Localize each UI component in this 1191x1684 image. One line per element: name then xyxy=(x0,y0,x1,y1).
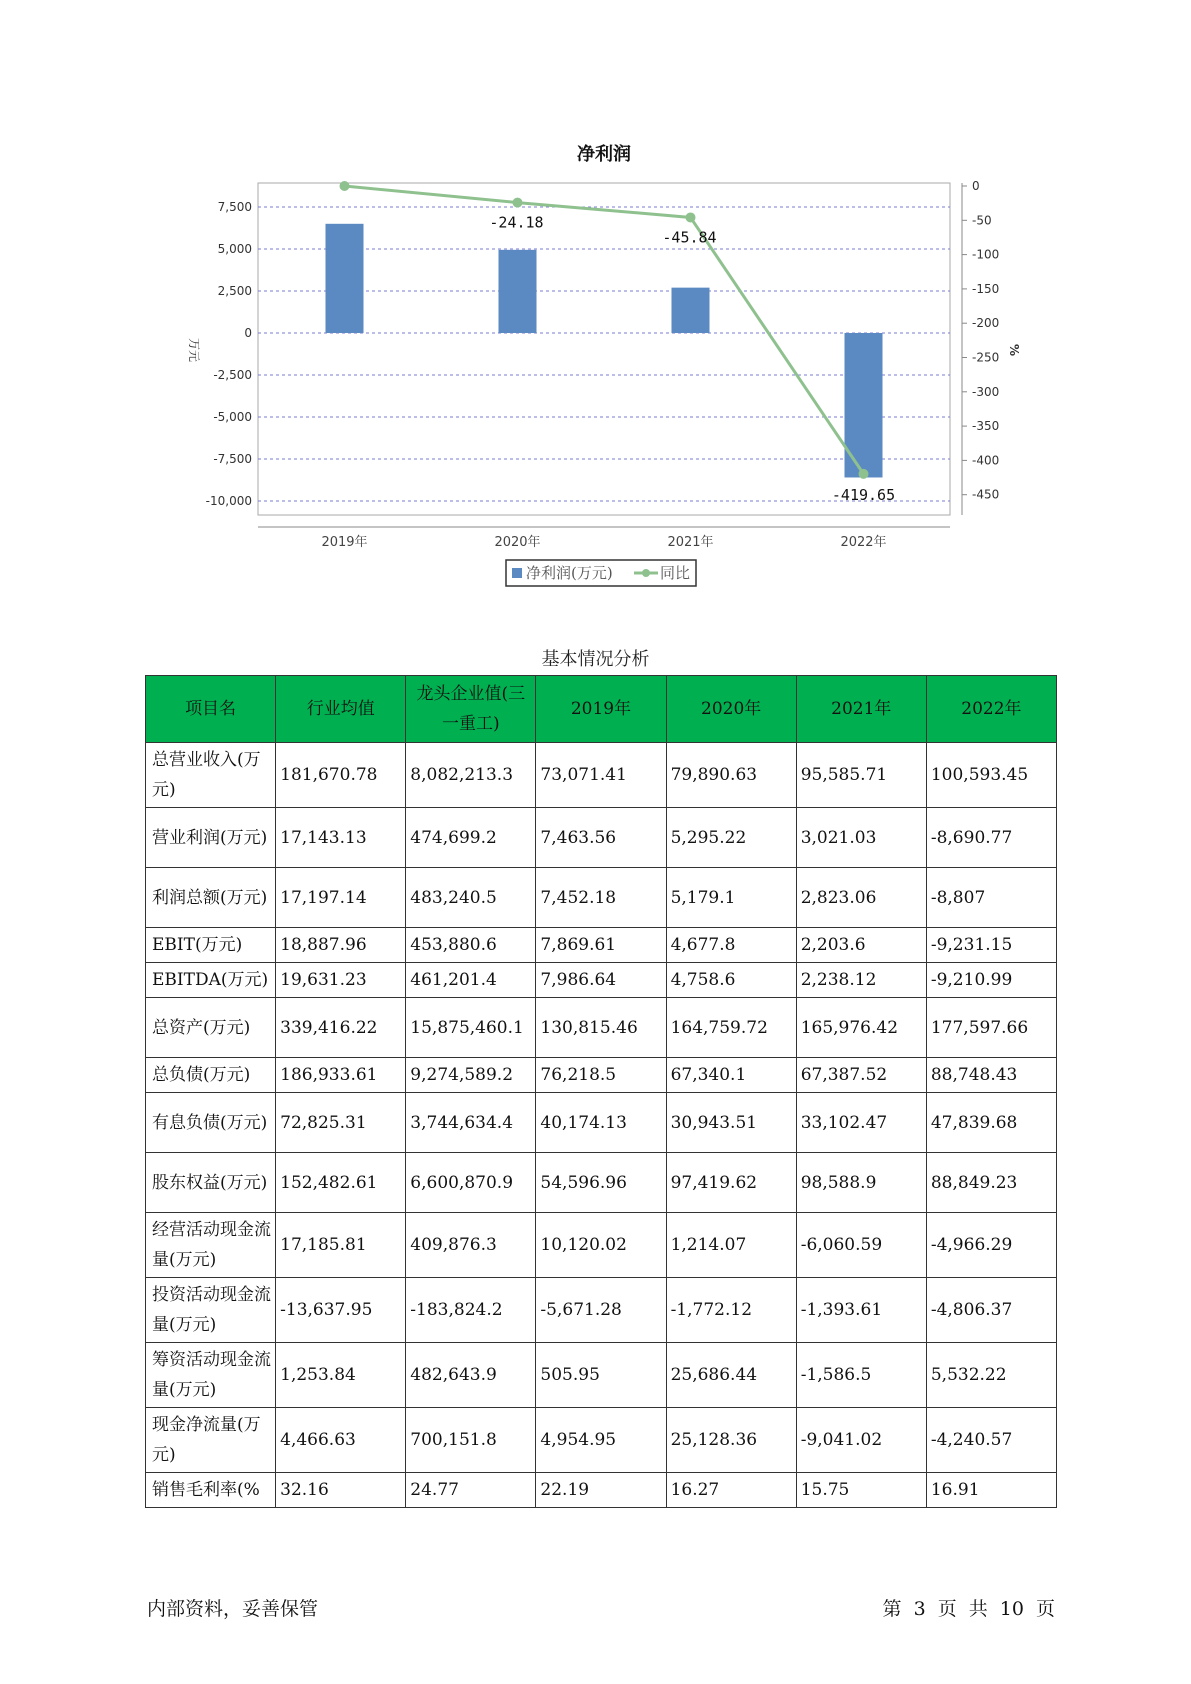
table-row xyxy=(146,928,1057,963)
row-label: EBIT(万元) xyxy=(146,928,276,963)
table-cell: 17,143.13 xyxy=(276,808,406,868)
table-row xyxy=(146,1408,1057,1473)
table-cell: 483,240.5 xyxy=(406,868,536,928)
yoy-point xyxy=(859,469,869,479)
table-cell: 98,588.9 xyxy=(796,1153,926,1213)
y-tick-label: 7,500 xyxy=(217,200,252,214)
table-cell: 2,203.6 xyxy=(796,928,926,963)
x-tick-label: 2022年 xyxy=(840,535,887,550)
yoy-point xyxy=(340,181,350,191)
y2-tick-label: -100 xyxy=(972,247,1000,262)
data-label: -24.18 xyxy=(489,213,544,232)
table-row xyxy=(146,868,1057,928)
table-row xyxy=(146,1278,1057,1343)
legend-bar-label: 净利润(万元) xyxy=(526,564,613,582)
table-cell: -9,210.99 xyxy=(926,963,1056,998)
table-cell: 88,849.23 xyxy=(926,1153,1056,1213)
table-cell: 453,880.6 xyxy=(406,928,536,963)
legend-line-marker xyxy=(642,569,650,577)
table-cell: 67,387.52 xyxy=(796,1058,926,1093)
bar xyxy=(672,288,710,333)
table-row xyxy=(146,1213,1057,1278)
table-cell: 100,593.45 xyxy=(926,743,1056,808)
table-cell: 3,744,634.4 xyxy=(406,1093,536,1153)
table-cell: 30,943.51 xyxy=(666,1093,796,1153)
table-cell: 2,823.06 xyxy=(796,868,926,928)
table-cell: 97,419.62 xyxy=(666,1153,796,1213)
table-row xyxy=(146,743,1057,808)
y2-tick-label: -200 xyxy=(972,316,1000,331)
table-cell: 1,253.84 xyxy=(276,1343,406,1408)
header-leader-value: 龙头企业值(三一重工) xyxy=(406,676,536,743)
table-row xyxy=(146,1058,1057,1093)
bar xyxy=(326,224,364,333)
y-tick-label: 2,500 xyxy=(217,284,252,298)
data-label: -419.65 xyxy=(831,485,896,504)
x-tick-label: 2021年 xyxy=(667,535,714,550)
table-cell: 54,596.96 xyxy=(536,1153,666,1213)
row-label: 销售毛利率(% xyxy=(146,1473,276,1508)
table-cell: 165,976.42 xyxy=(796,998,926,1058)
table-row xyxy=(146,1153,1057,1213)
table-cell: -1,772.12 xyxy=(666,1278,796,1343)
legend-bar-swatch xyxy=(512,568,522,578)
table-cell: 73,071.41 xyxy=(536,743,666,808)
y2-tick-label: -350 xyxy=(972,419,1000,434)
y-tick-label: -10,000 xyxy=(205,494,252,508)
yoy-point xyxy=(686,212,696,222)
y2-axis-label: % xyxy=(1007,343,1021,357)
table-cell: 95,585.71 xyxy=(796,743,926,808)
chart-title: 净利润 xyxy=(577,144,631,165)
row-label: 现金净流量(万元) xyxy=(146,1408,276,1473)
y2-tick-label: -150 xyxy=(972,281,1000,296)
row-label: 筹资活动现金流量(万元) xyxy=(146,1343,276,1408)
table-cell: 7,463.56 xyxy=(536,808,666,868)
table-title: 基本情况分析 xyxy=(541,649,650,670)
table-cell: 461,201.4 xyxy=(406,963,536,998)
table-cell: 16.27 xyxy=(666,1473,796,1508)
table-row xyxy=(146,808,1057,868)
basic-analysis-table xyxy=(145,675,1057,1508)
row-label: 利润总额(万元) xyxy=(146,868,276,928)
net-profit-chart xyxy=(0,0,1191,600)
table-cell: 4,758.6 xyxy=(666,963,796,998)
table-cell: 9,274,589.2 xyxy=(406,1058,536,1093)
table-cell: 25,128.36 xyxy=(666,1408,796,1473)
x-tick-label: 2019年 xyxy=(321,535,368,550)
table-cell: 177,597.66 xyxy=(926,998,1056,1058)
table-cell: -9,041.02 xyxy=(796,1408,926,1473)
table-row xyxy=(146,1343,1057,1408)
table-cell: 339,416.22 xyxy=(276,998,406,1058)
y2-tick-label: -400 xyxy=(972,453,1000,468)
y2-tick-label: -300 xyxy=(972,384,1000,399)
table-cell: 88,748.43 xyxy=(926,1058,1056,1093)
data-label: -45.84 xyxy=(662,228,717,247)
table-cell: -1,586.5 xyxy=(796,1343,926,1408)
table-cell: 19,631.23 xyxy=(276,963,406,998)
y-axis-label: 万元 xyxy=(187,337,201,363)
table-cell: -4,966.29 xyxy=(926,1213,1056,1278)
y2-tick-label: -50 xyxy=(972,213,992,228)
y2-tick-label: -250 xyxy=(972,350,1000,365)
row-label: 总营业收入(万元) xyxy=(146,743,276,808)
y-tick-label: -7,500 xyxy=(213,452,252,466)
table-cell: 7,869.61 xyxy=(536,928,666,963)
table-cell: -4,240.57 xyxy=(926,1408,1056,1473)
table-cell: 32.16 xyxy=(276,1473,406,1508)
table-cell: 8,082,213.3 xyxy=(406,743,536,808)
table-cell: -183,824.2 xyxy=(406,1278,536,1343)
row-label: 股东权益(万元) xyxy=(146,1153,276,1213)
table-cell: 16.91 xyxy=(926,1473,1056,1508)
table-cell: 4,954.95 xyxy=(536,1408,666,1473)
table-cell: 67,340.1 xyxy=(666,1058,796,1093)
table-cell: 482,643.9 xyxy=(406,1343,536,1408)
table-cell: 7,452.18 xyxy=(536,868,666,928)
table-cell: 700,151.8 xyxy=(406,1408,536,1473)
header-industry-average: 行业均值 xyxy=(276,676,406,743)
footer-page-number: 第 3 页 共 10 页 xyxy=(882,1598,1055,1620)
table-cell: -9,231.15 xyxy=(926,928,1056,963)
yoy-point xyxy=(513,198,523,208)
header-2020: 2020年 xyxy=(666,676,796,743)
y2-tick-label: -450 xyxy=(972,487,1000,502)
table-cell: 4,677.8 xyxy=(666,928,796,963)
table-cell: 152,482.61 xyxy=(276,1153,406,1213)
footer-confidential-note: 内部资料，妥善保管 xyxy=(147,1598,319,1620)
table-cell: 409,876.3 xyxy=(406,1213,536,1278)
x-tick-label: 2020年 xyxy=(494,535,541,550)
table-cell: -13,637.95 xyxy=(276,1278,406,1343)
table-cell: 72,825.31 xyxy=(276,1093,406,1153)
header-2021: 2021年 xyxy=(796,676,926,743)
table-cell: 76,218.5 xyxy=(536,1058,666,1093)
row-label: 营业利润(万元) xyxy=(146,808,276,868)
table-cell: 33,102.47 xyxy=(796,1093,926,1153)
table-cell: 22.19 xyxy=(536,1473,666,1508)
bar xyxy=(499,250,537,333)
y-tick-label: -2,500 xyxy=(213,368,252,382)
table-cell: 18,887.96 xyxy=(276,928,406,963)
table-cell: 130,815.46 xyxy=(536,998,666,1058)
y-tick-label: 0 xyxy=(244,326,252,340)
table-cell: 40,174.13 xyxy=(536,1093,666,1153)
legend-line-label: 同比 xyxy=(660,564,691,582)
table-cell: 5,532.22 xyxy=(926,1343,1056,1408)
table-cell: 1,214.07 xyxy=(666,1213,796,1278)
row-label: 有息负债(万元) xyxy=(146,1093,276,1153)
table-cell: 5,179.1 xyxy=(666,868,796,928)
table-cell: -8,690.77 xyxy=(926,808,1056,868)
table-cell: 164,759.72 xyxy=(666,998,796,1058)
table-cell: 4,466.63 xyxy=(276,1408,406,1473)
row-label: 经营活动现金流量(万元) xyxy=(146,1213,276,1278)
table-row xyxy=(146,963,1057,998)
table-cell: 6,600,870.9 xyxy=(406,1153,536,1213)
row-label: 总负债(万元) xyxy=(146,1058,276,1093)
table-cell: -5,671.28 xyxy=(536,1278,666,1343)
table-cell: 15.75 xyxy=(796,1473,926,1508)
table-cell: 25,686.44 xyxy=(666,1343,796,1408)
table-cell: 17,185.81 xyxy=(276,1213,406,1278)
table-cell: 10,120.02 xyxy=(536,1213,666,1278)
table-cell: 186,933.61 xyxy=(276,1058,406,1093)
table-row xyxy=(146,1093,1057,1153)
table-row xyxy=(146,1473,1057,1508)
table-cell: 79,890.63 xyxy=(666,743,796,808)
table-cell: -8,807 xyxy=(926,868,1056,928)
table-cell: 181,670.78 xyxy=(276,743,406,808)
y2-tick-label: 0 xyxy=(972,179,980,193)
table-cell: -6,060.59 xyxy=(796,1213,926,1278)
header-item-name: 项目名 xyxy=(146,676,276,743)
table-cell: -4,806.37 xyxy=(926,1278,1056,1343)
table-cell: 7,986.64 xyxy=(536,963,666,998)
table-cell: -1,393.61 xyxy=(796,1278,926,1343)
table-cell: 17,197.14 xyxy=(276,868,406,928)
table-cell: 15,875,460.1 xyxy=(406,998,536,1058)
table-row xyxy=(146,998,1057,1058)
table-cell: 505.95 xyxy=(536,1343,666,1408)
table-cell: 3,021.03 xyxy=(796,808,926,868)
header-2019: 2019年 xyxy=(536,676,666,743)
header-2022: 2022年 xyxy=(926,676,1056,743)
row-label: EBITDA(万元) xyxy=(146,963,276,998)
y-tick-label: -5,000 xyxy=(213,410,252,424)
table-cell: 24.77 xyxy=(406,1473,536,1508)
table-cell: 47,839.68 xyxy=(926,1093,1056,1153)
y-tick-label: 5,000 xyxy=(217,242,252,256)
row-label: 总资产(万元) xyxy=(146,998,276,1058)
table-cell: 474,699.2 xyxy=(406,808,536,868)
row-label: 投资活动现金流量(万元) xyxy=(146,1278,276,1343)
table-cell: 2,238.12 xyxy=(796,963,926,998)
table-cell: 5,295.22 xyxy=(666,808,796,868)
table-header-row xyxy=(146,676,1057,743)
